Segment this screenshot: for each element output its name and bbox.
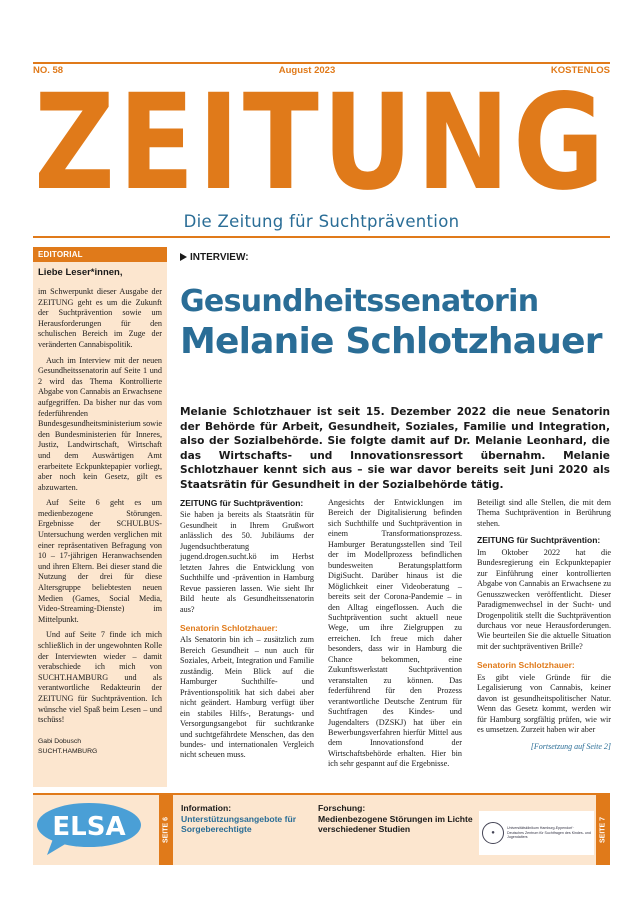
tagline: Die Zeitung für Suchtprävention xyxy=(33,212,610,238)
question-text: Im Oktober 2022 hat die Bundesregierung ein Eckpunktepapier zur Einführung einer kontrollierten Abgabe von Cannabis an Erwachsene zu Genusszwecken veröffentlicht. Dieser Paradigmenwechsel in der Sucht- und Drogenpolitik stellt die Suchtprävention durchaus vor neue Herausforderungen. Wie beurteilen Sie die aktuelle Situation mit der suchtpräventiven Brille? xyxy=(477,547,611,651)
teaser-footer xyxy=(33,793,610,865)
answer-label: Senatorin Schlotzhauer: xyxy=(477,660,575,671)
editorial-greeting: Liebe Leser*innen, xyxy=(38,267,123,278)
signature-name: Gabi Dobusch xyxy=(38,737,82,745)
dzskj-logo xyxy=(479,811,594,855)
question-label: ZEITUNG für Suchtprävention: xyxy=(180,498,304,508)
research-text: Medienbezogene Störungen im Lichte verschiedener Studien xyxy=(318,813,473,834)
interview-label: INTERVIEW: xyxy=(180,252,249,263)
article-column-3 xyxy=(477,498,611,752)
editorial-paragraph: im Schwerpunkt dieser Ausgabe der ZEITUNG geht es um die Zukunft der Suchtprävention sowie um Herausforderungen für den schulischen Bereich im Zuge der veränderten Cannabispolitik. xyxy=(38,287,162,349)
editorial-box xyxy=(33,247,167,787)
elsa-logo-text: ELSA xyxy=(52,812,126,842)
info-teaser[interactable] xyxy=(181,803,311,835)
editorial-text xyxy=(33,287,167,726)
editorial-paragraph: Auf Seite 6 geht es um medienbezogene Störungen. Ergebnisse der SCHULBUS-Untersuchung werden verglichen mit einer repräsentativen Befragung von 10 – 17-jährigen Heranwachsenden und ihren Eltern. Bei dieser stand die Nutzung der drei für diese Altersgruppe beliebtesten neuen Medien (Games, Social Media, Video-Streaming-Dienste) im Mittelpunkt. xyxy=(38,498,162,624)
issue-date: August 2023 xyxy=(278,65,336,76)
interview-headline xyxy=(180,284,610,364)
answer-text: Beteiligt sind alle Stellen, die mit dem Thema Suchtprävention in Berührung stehen. xyxy=(477,498,611,528)
university-seal-icon: ● xyxy=(482,822,504,844)
signature-org: SUCHT.HAMBURG xyxy=(38,747,98,755)
page-tab-7: SEITE 7 xyxy=(596,795,610,865)
research-teaser[interactable] xyxy=(318,803,473,835)
question-text: Sie haben ja bereits als Staatsrätin für Gesundheit in Ihrem Grußwort anlässlich des 50. Jubiläums der Jugendsuchtberatung jugend.drogen.sucht.kö im Herbst letzten Jahres die Entwicklung von Suchthilfe und -prävention in Hamburg Revue passieren lassen. Wie sieht Ihr Bild heute als Gesundheitssenatorin aus? xyxy=(180,510,314,614)
answer-label: Senatorin Schlotzhauer: xyxy=(180,622,278,633)
headline-line-2: Melanie Schlotzhauer xyxy=(180,321,602,362)
editorial-paragraph: Auch im Interview mit der neuen Gesundheitssenatorin auf Seite 1 und 2 wird das Thema Kontrollierte Abgabe von Cannabis an Erwachsene aufgegriffen. Da bisher nur das vom federführenden Bundesgesundheitsministerium sowie den Bundesministerien für Inneres, Justiz, Landwirtschaft, Wirtschaft und dem Auswärtigen Amt erarbeitete Eckpunktepapier vorliegt, aber noch kein Gesetz, gilt es abzuwarten. xyxy=(38,355,162,492)
dzskj-logo-text: Universitätsklinikum Hamburg-Eppendorf · Deutsches Zentrum für Suchtfragen des Kindes- und Jugendalters xyxy=(507,826,591,840)
masthead-bar xyxy=(33,62,610,76)
zeitung-logo xyxy=(33,80,610,198)
article-column-1 xyxy=(180,498,314,767)
info-text: Unterstützungsangebote für Sorgeberechtigte xyxy=(181,813,297,834)
editorial-label: EDITORIAL xyxy=(33,247,167,262)
interview-lead: Melanie Schlotzhauer ist seit 15. Dezember 2022 die neue Senatorin der Behörde für Arbeit, Gesundheit, Soziales, Familie und Integration, also der Sozialbehörde. Sie folgte damit auf Dr. Melanie Leonhard, die das Wirtschafts- und Innovationsressort übernahm. Melanie Schlotzhauer kennt sich aus – sie war davor bereits seit Juni 2020 als Staatsrätin für Gesundheit in der Sozialbehörde tätig. xyxy=(180,406,610,491)
editorial-paragraph: Und auf Seite 7 finde ich mich schließlich in der ungewohnten Rolle der Interviewten wieder – damit verabschiede ich mich von SUCHT.HAMBURG und als verantwortliche Redakteurin der ZEITUNG für Suchtprävention. Ich wünsche viel Spaß beim Lesen – und tschüss! xyxy=(38,630,162,725)
headline-line-1: Gesundheitssenatorin xyxy=(180,284,539,319)
issue-number: NO. 58 xyxy=(33,65,64,76)
page-tab-6: SEITE 6 xyxy=(159,795,173,865)
article-column-2 xyxy=(328,498,462,776)
triangle-icon xyxy=(180,253,187,261)
price-label: KOSTENLOS xyxy=(550,65,610,76)
answer-text: Als Senatorin bin ich – zusätzlich zum Bereich Gesundheit – nun auch für Soziales, Arbeit, Integration und Familie zuständig. Mein Blick auf die Hamburger Suchthilfe- und Präventionspolitik hat sich dabei aber nicht geändert. Hamburg verfügt über ein stabiles Hilfs-, Beratungs- und Versorgungsangebot für suchtkranke und suchtgefährdete Menschen, das den bundes- und internationalen Vergleich nicht scheuen muss. xyxy=(180,635,314,760)
continuation-link[interactable]: [Fortsetzung auf Seite 2] xyxy=(530,741,611,751)
editorial-signature xyxy=(33,731,167,757)
answer-text: Es gibt viele Gründe für die Legalisierung von Cannabis, keiner davon ist gesundheitspolitischer Natur. Wenn das Gesetz kommt, werden wir für Hamburg sorgfältig prüfen, wie wir es umsetzen. Zurzeit haben wir aber xyxy=(477,672,611,735)
question-label: ZEITUNG für Suchtprävention: xyxy=(477,535,601,546)
research-heading: Forschung: xyxy=(318,803,366,813)
logo-text: ZEITUNG xyxy=(34,80,608,198)
info-heading: Information: xyxy=(181,803,232,813)
answer-text: Angesichts der Entwicklungen im Bereich der Digitalisierung befinden sich Suchthilfe und Suchtprävention in einem Transformationsprozess. Hamburger Beratungsstellen sind Teil der im Modellprozess befindlichen bundesweiten Beratungsplattform DigiSucht. Darüber hinaus ist die Möglichkeit einer Videoberatung – bereits seit der Corona-Pandemie – in den Alltag eingeflossen. Auch die Suchtprävention sucht aktuell neue Wege, um ihre Zielgruppen zu erreichen. Ich freue mich daher besonders, dass wir in Hamburg die Chance bekommen, eine Zukunftswerkstatt Suchtprävention veranstalten zu können. Das federführend für den Prozess verantwortliche Deutsche Zentrum für Suchtfragen des Kindes- und Jugendalters (DZSKJ) hat über ein Bewerbungsverfahren hierfür Mittel aus dem Innovationsfond der Wirtschaftsbehörde erhalten. Hier bin ich sehr gespannt auf die Ergebnisse. xyxy=(328,498,462,769)
elsa-logo[interactable] xyxy=(33,795,159,865)
